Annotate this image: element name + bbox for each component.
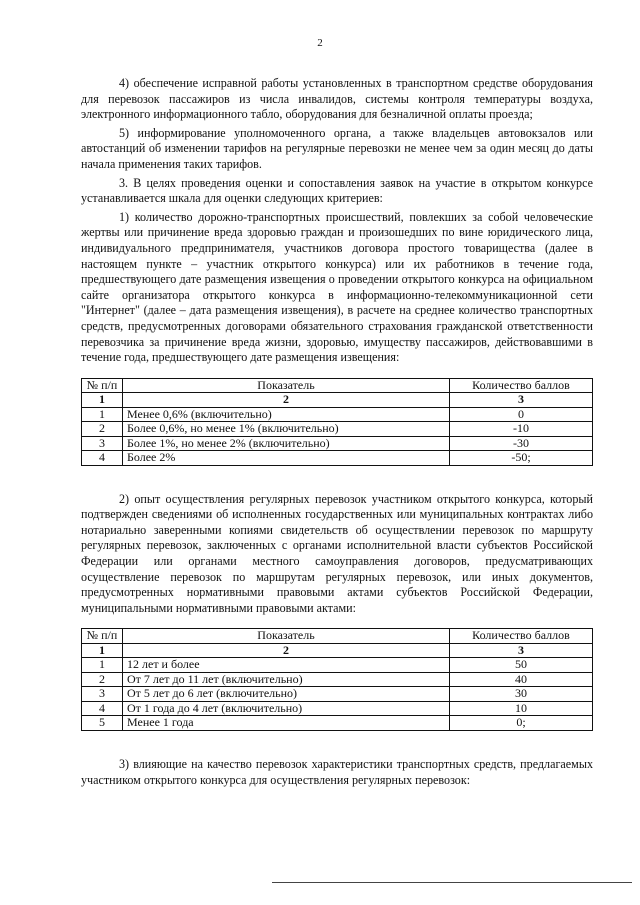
table-column-numbers-row — [82, 393, 593, 408]
table-row — [82, 672, 593, 687]
document-body — [81, 76, 593, 791]
page-number: 2 — [317, 37, 323, 49]
column-number: 1 — [82, 643, 123, 658]
table-column-numbers-row — [82, 643, 593, 658]
row-number: 4 — [82, 451, 123, 466]
row-indicator: Менее 1 года — [123, 716, 450, 731]
paragraph-criterion-2: 2) опыт осуществления регулярных перевозок участником открытого конкурса, который подтвержден сведениями об исполненных государственных или муниципальных контрактах либо нотариально заверенными копиями свидетельств об осуществлении перевозок по маршруту регулярных перевозок, заключенных с органами исполнительной власти субъектов Российской Федерации или органами местного самоуправления договоров, предусматривающих осуществление перевозок по маршрутам регулярных перевозок, или иных документов, предусмотренных нормативными правовыми актами субъектов Российской Федерации, муниципальными нормативными правовыми актами: — [81, 491, 593, 615]
table-row — [82, 436, 593, 451]
row-number: 5 — [82, 716, 123, 731]
row-number: 3 — [82, 687, 123, 702]
paragraph-item-5: 5) информирование уполномоченного органа, а также владельцев автовокзалов или автостанций об изменении тарифов на регулярные перевозки не менее чем за один месяц до даты начала применения таких тарифов. — [81, 125, 593, 171]
column-number: 3 — [450, 643, 593, 658]
paragraph-item-4: 4) обеспечение исправной работы установленных в транспортном средстве оборудования для перевозок пассажиров из числа инвалидов, системы контроля температуры воздуха, электронного информационного табло, оборудования для безналичной оплаты проезда; — [81, 76, 593, 122]
column-number: 2 — [123, 643, 450, 658]
row-number: 1 — [82, 658, 123, 673]
row-points: 0; — [450, 716, 593, 731]
row-number: 3 — [82, 436, 123, 451]
table-row — [82, 451, 593, 466]
footer-rule — [272, 882, 632, 883]
row-points: -30 — [450, 436, 593, 451]
row-number: 2 — [82, 672, 123, 687]
row-points: 40 — [450, 672, 593, 687]
row-points: 30 — [450, 687, 593, 702]
row-points: 0 — [450, 407, 593, 422]
row-points: 10 — [450, 701, 593, 716]
row-indicator: Более 2% — [123, 451, 450, 466]
table-row — [82, 422, 593, 437]
column-number: 1 — [82, 393, 123, 408]
row-number: 1 — [82, 407, 123, 422]
paragraph-criterion-3: 3) влияющие на качество перевозок характеристики транспортных средств, предлагаемых участником открытого конкурса для осуществления регулярных перевозок: — [81, 756, 593, 787]
row-indicator: 12 лет и более — [123, 658, 450, 673]
header-points: Количество баллов — [450, 629, 593, 644]
table-row — [82, 716, 593, 731]
row-indicator: Менее 0,6% (включительно) — [123, 407, 450, 422]
row-indicator: От 5 лет до 6 лет (включительно) — [123, 687, 450, 702]
column-number: 3 — [450, 393, 593, 408]
table-row — [82, 701, 593, 716]
row-indicator: От 1 года до 4 лет (включительно) — [123, 701, 450, 716]
row-number: 2 — [82, 422, 123, 437]
table-row — [82, 687, 593, 702]
experience-score-table — [81, 628, 593, 731]
accidents-score-table — [81, 378, 593, 466]
table-header-row — [82, 378, 593, 393]
table-row — [82, 658, 593, 673]
row-number: 4 — [82, 701, 123, 716]
paragraph-criterion-1: 1) количество дорожно-транспортных происшествий, повлекших за собой человеческие жертвы или причинение вреда здоровью граждан и произошедших по вине юридического лица, индивидуального предпринимателя, участников договора простого товарищества (далее в настоящем пункте – участник открытого конкурса) или их работников в течение года, предшествующего дате размещения извещения о проведении открытого конкурса на официальном сайте организатора открытого конкурса в информационно-телекоммуникационной сети "Интернет" (далее – дата размещения извещения), в расчете на среднее количество транспортных средств, предусмотренных договорами обязательного страхования гражданской ответственности перевозчика за причинение вреда жизни, здоровью, имуществу пассажиров, действовавшими в течение года, предшествующего дате размещения извещения: — [81, 209, 593, 365]
row-points: -50; — [450, 451, 593, 466]
table-header-row — [82, 629, 593, 644]
header-indicator: Показатель — [123, 629, 450, 644]
header-indicator: Показатель — [123, 378, 450, 393]
row-indicator: Более 1%, но менее 2% (включительно) — [123, 436, 450, 451]
header-number: № п/п — [82, 378, 123, 393]
row-indicator: Более 0,6%, но менее 1% (включительно) — [123, 422, 450, 437]
row-indicator: От 7 лет до 11 лет (включительно) — [123, 672, 450, 687]
row-points: 50 — [450, 658, 593, 673]
row-points: -10 — [450, 422, 593, 437]
column-number: 2 — [123, 393, 450, 408]
table-row — [82, 407, 593, 422]
header-number: № п/п — [82, 629, 123, 644]
paragraph-section-3: 3. В целях проведения оценки и сопоставления заявок на участие в открытом конкурсе устанавливается шкала для оценки следующих критериев: — [81, 175, 593, 206]
header-points: Количество баллов — [450, 378, 593, 393]
